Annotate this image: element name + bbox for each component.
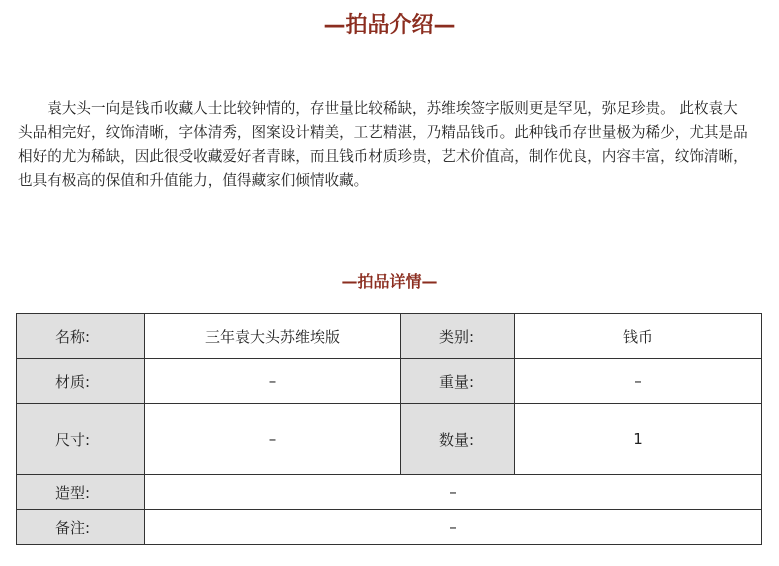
category-label: 类别: — [401, 314, 515, 359]
table-row-material — [17, 359, 762, 404]
shape-value: – — [145, 475, 762, 510]
material-value: – — [145, 359, 401, 404]
quantity-value: 1 — [515, 404, 762, 475]
size-value: – — [145, 404, 401, 475]
table-row-size — [17, 404, 762, 475]
name-value: 三年袁大头苏维埃版 — [145, 314, 401, 359]
remarks-value: – — [145, 510, 762, 545]
name-label: 名称: — [17, 314, 145, 359]
table-row-name — [17, 314, 762, 359]
weight-value: – — [515, 359, 762, 404]
table-row-shape — [17, 475, 762, 510]
intro-paragraph: 袁大头一向是钱币收藏人士比较钟情的，存世量比较稀缺，苏维埃签字版则更是罕见，弥足珍贵。 此枚袁大头品相完好，纹饰清晰，字体清秀，图案设计精美，工艺精湛，乃精品钱币。此种钱币存世量极为稀少，尤其是品相好的尤为稀缺，因此很受收藏爱好者青睐，而且钱币材质珍贵，艺术价值高，制作优良，内容丰富，纹饰清晰，也具有极高的保值和升值能力，值得藏家们倾情收藏。 — [18, 100, 748, 189]
remarks-label: 备注: — [17, 510, 145, 545]
intro-section-title: —拍品介绍— — [323, 13, 456, 38]
shape-label: 造型: — [17, 475, 145, 510]
weight-label: 重量: — [401, 359, 515, 404]
details-section-title: —拍品详情— — [341, 272, 438, 291]
table-row-remarks — [17, 510, 762, 545]
size-label: 尺寸: — [17, 404, 145, 475]
details-table — [16, 313, 762, 545]
material-label: 材质: — [17, 359, 145, 404]
quantity-label: 数量: — [401, 404, 515, 475]
category-value: 钱币 — [515, 314, 762, 359]
